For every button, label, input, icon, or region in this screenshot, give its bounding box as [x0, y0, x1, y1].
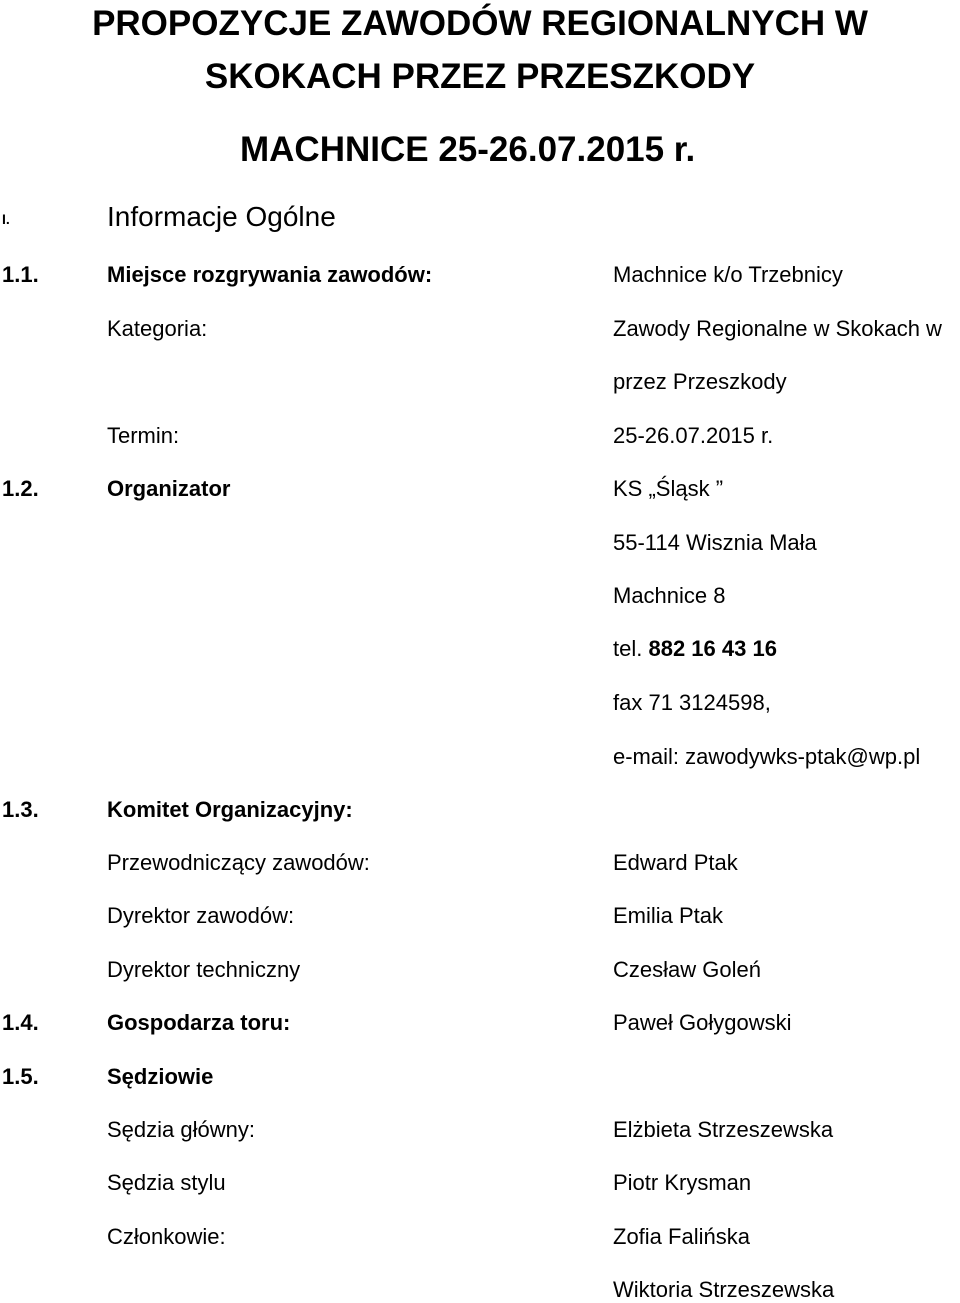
item-1-4-number: 1.4.: [2, 1010, 39, 1035]
date-label: Termin:: [107, 423, 180, 448]
venue-value: Machnice k/o Trzebnicy: [613, 262, 843, 287]
committee-role: Dyrektor zawodów:: [107, 903, 295, 928]
course-host-value: Paweł Gołygowski: [613, 1010, 792, 1035]
committee-role: Przewodniczący zawodów:: [107, 850, 370, 875]
category-value-line1: Zawody Regionalne w Skokach w: [613, 316, 942, 341]
judge-name: Piotr Krysman: [613, 1170, 752, 1195]
item-1-5-number: 1.5.: [2, 1064, 39, 1089]
judge-role: Sędzia główny:: [107, 1117, 255, 1142]
category-value-line2: przez Przeszkody: [613, 369, 787, 394]
document-title-line1: PROPOZYCJE ZAWODÓW REGIONALNYCH W: [92, 4, 868, 43]
item-1-1-number: 1.1.: [2, 262, 39, 287]
document-title-line2: SKOKACH PRZEZ PRZESZKODY: [204, 57, 756, 96]
organizer-street: Machnice 8: [613, 583, 726, 608]
organizer-label: Organizator: [107, 476, 231, 501]
committee-member: Emilia Ptak: [613, 903, 724, 928]
organizer-email: e-mail: zawodywks-ptak@wp.pl: [613, 744, 921, 769]
date-value: 25-26.07.2015 r.: [613, 423, 774, 448]
committee-member: Edward Ptak: [613, 850, 738, 875]
judge-name: Zofia Falińska: [613, 1224, 750, 1249]
judge-role: Sędzia stylu: [107, 1170, 226, 1195]
course-host-label: Gospodarza toru:: [107, 1010, 291, 1035]
organizer-name: KS „Śląsk ”: [613, 476, 724, 501]
organizer-phone: [613, 636, 777, 662]
phone-number: 882 16 43 16: [648, 636, 777, 661]
document-subtitle: MACHNICE 25-26.07.2015 r.: [240, 130, 696, 169]
section-heading: Informacje Ogólne: [107, 201, 336, 232]
section-number: I.: [2, 211, 10, 227]
venue-label: Miejsce rozgrywania zawodów:: [107, 262, 433, 287]
category-label: Kategoria:: [107, 316, 208, 341]
organizer-address: 55-114 Wisznia Mała: [613, 530, 817, 555]
judge-name: Wiktoria Strzeszewska: [613, 1277, 835, 1302]
judges-label: Sędziowie: [107, 1064, 214, 1089]
item-1-2-number: 1.2.: [2, 476, 39, 501]
committee-member: Czesław Goleń: [613, 957, 761, 982]
committee-label: Komitet Organizacyjny:: [107, 797, 353, 822]
committee-role: Dyrektor techniczny: [107, 957, 301, 982]
item-1-3-number: 1.3.: [2, 797, 39, 822]
judge-name: Elżbieta Strzeszewska: [613, 1117, 834, 1142]
judge-role: Członkowie:: [107, 1224, 226, 1249]
phone-prefix: tel.: [613, 636, 643, 661]
organizer-fax: fax 71 3124598,: [613, 690, 771, 715]
